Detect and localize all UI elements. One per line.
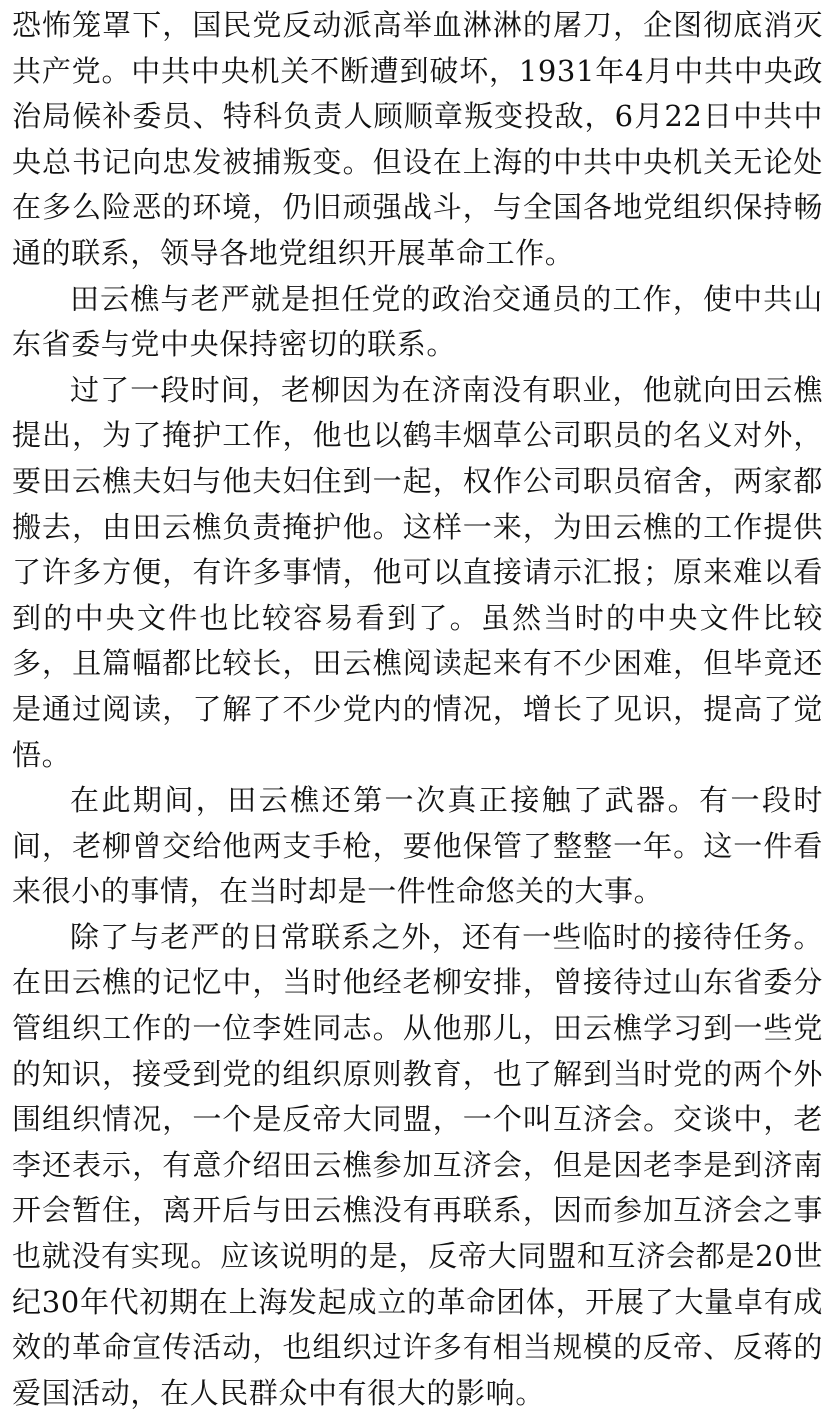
paragraph-4: 在此期间，田云樵还第一次真正接触了武器。有一段时间，老柳曾交给他两支手枪，要他保管了整整一年。这一件看来很小的事情，在当时却是一件性命悠关的大事。 — [12, 783, 823, 909]
paragraph-2: 田云樵与老严就是担任党的政治交通员的工作，使中共山东省委与党中央保持密切的联系。 — [12, 281, 823, 362]
paragraph-3: 过了一段时间，老柳因为在济南没有职业，他就向田云樵提出，为了掩护工作，他也以鹤丰烟草公司职员的名义对外，要田云樵夫妇与他夫妇住到一起，权作公司职员宿舍，两家都搬去，由田云樵负责掩护他。这样一来，为田云樵的工作提供了许多方便，有许多事情，他可以直接请示汇报；原来难以看到的中央文件也比较容易看到了。虽然当时的中央文件比较多，且篇幅都比较长，田云樵阅读起来有不少困难，但毕竟还是通过阅读，了解了不少党内的情况，增长了见识，提高了觉悟。 — [12, 372, 823, 772]
paragraph-5: 除了与老严的日常联系之外，还有一些临时的接待任务。在田云樵的记忆中，当时他经老柳安排，曾接待过山东省委分管组织工作的一位李姓同志。从他那儿，田云樵学习到一些党的知识，接受到党的组织原则教育，也了解到当时党的两个外围组织情况，一个是反帝大同盟，一个叫互济会。交谈中，老李还表示，有意介绍田云樵参加互济会，但是因老李是到济南开会暂住，离开后与田云樵没有再联系，因而参加互济会之事也就没有实现。应该说明的是，反帝大同盟和互济会都是20世纪30年代初期在上海发起成立的革命团体，开展了大量卓有成效的革命宣传活动，也组织过许多有相当规模的反帝、反蒋的爱国活动，在人民群众中有很大的影响。 — [12, 919, 823, 1410]
paragraph-1: 恐怖笼罩下，国民党反动派高举血淋淋的屠刀，企图彻底消灭共产党。中共中央机关不断遭到破坏，1931年4月中共中央政治局候补委员、特科负责人顾顺章叛变投敌，6月22日中共中央总书记向忠发被捕叛变。但设在上海的中共中央机关无论处在多么险恶的环境，仍旧顽强战斗，与全国各地党组织保持畅通的联系，领导各地党组织开展革命工作。 — [12, 8, 823, 270]
